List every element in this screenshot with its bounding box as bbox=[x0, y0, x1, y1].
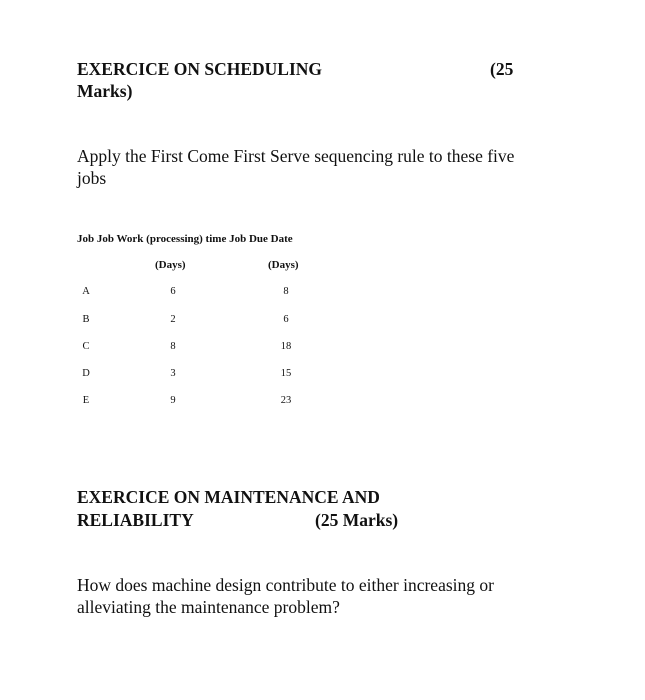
table-cell-due: 18 bbox=[280, 341, 292, 352]
scheduling-heading: EXERCICE ON SCHEDULING bbox=[77, 59, 323, 79]
scheduling-instruction-line1: Apply the First Come First Serve sequencing rule to these five bbox=[77, 146, 515, 166]
table-cell-processing: 9 bbox=[170, 395, 176, 406]
table-cell-processing: 6 bbox=[170, 286, 176, 297]
maintenance-heading: EXERCICE ON MAINTENANCE AND bbox=[77, 487, 380, 507]
table-cell-due: 23 bbox=[280, 395, 292, 406]
scheduling-instruction-line2: jobs bbox=[77, 168, 107, 188]
table-cell-job: B bbox=[82, 314, 90, 325]
table-cell-job: A bbox=[82, 286, 90, 297]
scheduling-marks: (25 bbox=[490, 59, 514, 79]
table-cell-job: E bbox=[82, 395, 90, 406]
table-header: Job Job Work (processing) time Job Due Date bbox=[77, 233, 293, 245]
table-cell-job: C bbox=[82, 341, 90, 352]
table-cell-due: 8 bbox=[283, 286, 289, 297]
table-cell-due: 6 bbox=[283, 314, 289, 325]
table-cell-due: 15 bbox=[280, 368, 292, 379]
maintenance-question-line1: How does machine design contribute to either increasing or bbox=[77, 575, 494, 595]
scheduling-marks-cont: Marks) bbox=[77, 81, 133, 101]
maintenance-question-line2: alleviating the maintenance problem? bbox=[77, 597, 340, 617]
maintenance-marks: (25 Marks) bbox=[315, 510, 399, 530]
table-cell-processing: 2 bbox=[170, 314, 176, 325]
table-cell-job: D bbox=[82, 368, 90, 379]
table-cell-processing: 3 bbox=[170, 368, 176, 379]
table-cell-processing: 8 bbox=[170, 341, 176, 352]
maintenance-heading-cont: RELIABILITY bbox=[77, 510, 194, 530]
processing-unit-header: (Days) bbox=[155, 259, 186, 271]
due-unit-header: (Days) bbox=[268, 259, 299, 271]
